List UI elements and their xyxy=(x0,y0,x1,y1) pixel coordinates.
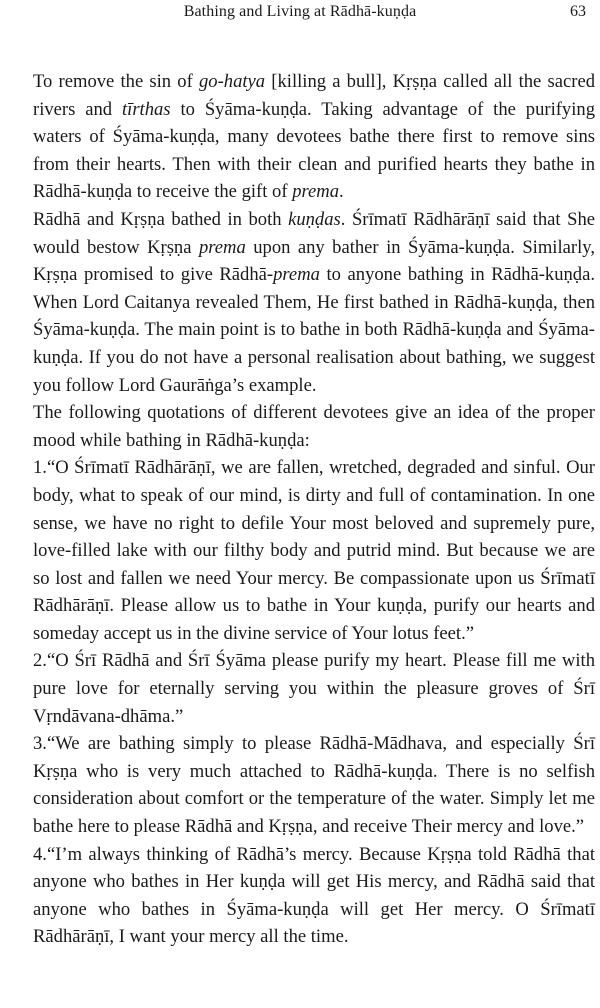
italic-term: prema xyxy=(292,181,340,203)
text-run: 3.“We are bathing simply to please Rādhā-Mādhava, and especially Śrī Kṛṣṇa who is very much attached to Rādhā-kuṇḍa. There is no selfish consideration about comfort or the temperature of the water. Simply let me bathe here to please Rādhā and Kṛṣṇa, and receive Their mercy and love.” xyxy=(33,733,595,838)
paragraph xyxy=(33,68,595,206)
text-run: . Śrīmatī Rādhārāṇī said that She would bestow Kṛṣṇa xyxy=(33,208,595,258)
text-run: to anyone bathing in Rādhā-kuṇḍa. When Lord Caitanya revealed Them, He first bathed in Rādhā-kuṇḍa, then Śyāma-kuṇḍa. The main point is to bathe in both Rādhā-kuṇḍa and Śyāma-kuṇḍa. If you do not have a personal realisation about bathing, we suggest you follow Lord Gaurāṅga’s example. xyxy=(33,264,595,396)
body-text xyxy=(33,68,595,951)
text-run: 1.“O Śrīmatī Rādhārāṇī, we are fallen, wretched, degraded and sinful. Our body, what to speak of our mind, is dirty and full of contamination. In one sense, we have no right to defile Your most beloved and supremely pure, love-filled lake with our filthy body and putrid mind. But because we are so lost and fallen we need Your mercy. Be compassionate upon us Śrīmatī Rādhārāṇī. Please allow us to bathe in Your kuṇḍa, purify our hearts and someday accept us in the divine service of Your lotus feet.” xyxy=(33,457,595,644)
text-run: Rādhā and Kṛṣṇa bathed in both xyxy=(33,208,289,230)
text-run: 4.“I’m always thinking of Rādhā’s mercy. Because Kṛṣṇa told Rādhā that anyone who bathes in Her kuṇḍa will get His mercy, and Rādhā said that anyone who bathes in Śyāma-kuṇḍa will get Her mercy. O Śrīmatī Rādhārāṇī, I want your mercy all the time. xyxy=(33,843,595,948)
text-run: 2.“O Śrī Rādhā and Śrī Śyāma please purify my heart. Please fill me with pure love for eternally serving you within the pleasure groves of Śrī Vṛndāvana-dhāma.” xyxy=(33,650,595,727)
italic-term: prema xyxy=(198,236,246,258)
text-run: to Śyāma-kuṇḍa. Taking advantage of the purifying waters of Śyāma-kuṇḍa, many devotees bathe there first to remove sins from their hearts. Then with their clean and purified hearts they bathe in Rādhā-kuṇḍa to receive the gift of xyxy=(33,98,595,203)
italic-term: tīrthas xyxy=(121,98,171,120)
text-run: upon any bather in Śyāma-kuṇḍa. Similarly, Kṛṣṇa promised to give Rādhā- xyxy=(33,236,595,286)
paragraph xyxy=(33,841,595,951)
paragraph xyxy=(33,454,595,647)
text-run: The following quotations of different devotees give an idea of the proper mood while bathing in Rādhā-kuṇḍa: xyxy=(33,402,595,451)
paragraph xyxy=(33,206,595,399)
text-run: [killing a bull], Kṛṣṇa called all the sacred rivers and xyxy=(33,71,595,120)
paragraph xyxy=(33,399,595,454)
page-number: 63 xyxy=(570,3,586,20)
paragraph xyxy=(33,730,595,840)
text-run: . xyxy=(339,181,344,203)
running-title: Bathing and Living at Rādhā-kuṇḍa xyxy=(183,3,417,20)
italic-term: kuṇḍas xyxy=(288,208,341,230)
running-header xyxy=(0,3,600,25)
italic-term: prema xyxy=(273,264,320,286)
paragraph xyxy=(33,647,595,730)
text-run: To remove the sin of xyxy=(33,71,199,92)
italic-term: go-hatya xyxy=(198,71,266,92)
